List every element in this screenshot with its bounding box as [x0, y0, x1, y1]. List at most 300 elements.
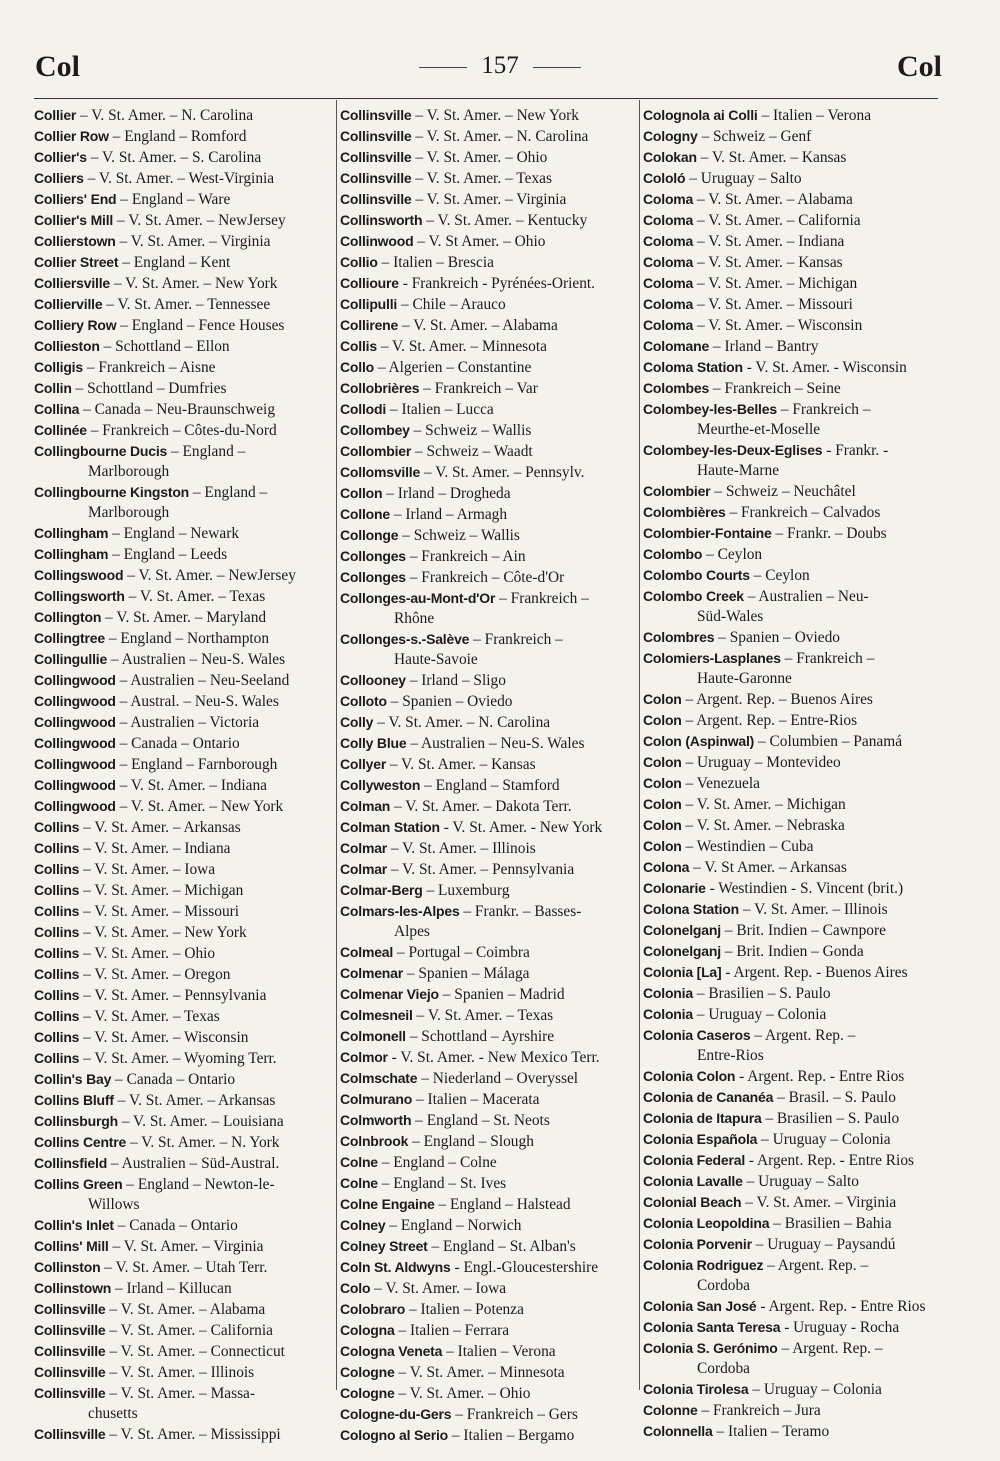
entry-location: – V. St. Amer. – Pennsylvania [387, 861, 575, 878]
entry-location: – Frankreich – [776, 401, 871, 418]
entry-place-name: Coloma [643, 275, 694, 291]
entry-place-name: Collomsville [340, 464, 421, 480]
entry-place-name: Colmonell [340, 1028, 406, 1044]
gazetteer-entry [643, 440, 939, 481]
entry-location: – England – Colne [377, 1154, 497, 1171]
entry-place-name: Colombières [643, 504, 726, 520]
entry-location: – V. St. Amer. – NewJersey [113, 212, 286, 229]
entry-location: – Frankr. – Basses- [459, 903, 582, 920]
entry-location: – England – Northampton [104, 630, 270, 647]
gazetteer-entry [643, 1421, 939, 1442]
gazetteer-entry [340, 670, 636, 691]
entry-location: – Frankreich – Calvados [725, 504, 881, 521]
entry-place-name: Colne Engaine [340, 1196, 435, 1212]
entry-location: – Canada – Neu-Braunschweig [79, 401, 276, 418]
entry-location: – V. St Amer. – Arkansas [689, 859, 847, 876]
gazetteer-entry [340, 1089, 636, 1110]
gazetteer-entry [340, 942, 636, 963]
entry-location: – Canada – Ontario [113, 1217, 238, 1234]
gazetteer-entry [643, 878, 939, 899]
entry-place-name: Colon [643, 838, 682, 854]
entry-place-name: Coloma [643, 296, 694, 312]
gazetteer-entry [34, 1362, 330, 1383]
gazetteer-entry [340, 817, 636, 838]
entry-location: – Brit. Indien – Gonda [720, 943, 864, 960]
entry-place-name: Collingwood [34, 672, 116, 688]
gazetteer-entry [643, 399, 939, 440]
entry-location: – Brasilien – Bahia [769, 1215, 892, 1232]
entry-location: – Italien – Lucca [386, 401, 494, 418]
entry-place-name: Colonia [La] [643, 964, 722, 980]
entry-location: – V. St. Amer. – Mississippi [105, 1426, 281, 1443]
entry-location: – Italien – Ferrara [394, 1322, 510, 1339]
entry-location: – Argent. Rep. – Entre-Rios [681, 712, 858, 729]
gazetteer-entry [643, 336, 939, 357]
gazetteer-entry [340, 1131, 636, 1152]
entry-continuation: Haute-Savoie [394, 651, 478, 668]
gazetteer-entry [34, 105, 330, 126]
entry-place-name: Collirene [340, 317, 399, 333]
entry-location: – England – St. Neots [411, 1112, 550, 1129]
entry-place-name: Collingsworth [34, 588, 125, 604]
entry-location: – Australien – Neu-Seeland [115, 672, 290, 689]
gazetteer-entry [340, 231, 636, 252]
entry-place-name: Colona [643, 859, 690, 875]
gazetteer-entry [34, 1111, 330, 1132]
entry-place-name: Collinée [34, 422, 87, 438]
entry-location: – V. St. Amer. – Texas [412, 1007, 554, 1024]
gazetteer-entry [643, 1379, 939, 1400]
entry-place-name: Collieston [34, 338, 100, 354]
gazetteer-entry [340, 1215, 636, 1236]
gazetteer-entry [340, 546, 636, 567]
gazetteer-entry [340, 712, 636, 733]
entry-continuation: Marlborough [88, 463, 170, 480]
entry-place-name: Collin's Bay [34, 1071, 112, 1087]
gazetteer-entry [34, 901, 330, 922]
gazetteer-entry [643, 752, 939, 773]
gazetteer-entry [34, 1320, 330, 1341]
entry-place-name: Colombier-Fontaine [643, 525, 772, 541]
gazetteer-entry [340, 168, 636, 189]
entry-place-name: Collingham [34, 525, 109, 541]
entry-place-name: Colonia San José [643, 1298, 757, 1314]
entry-location: – V. St. Amer. – Alabama [693, 191, 853, 208]
entry-continuation: Entre-Rios [697, 1047, 764, 1064]
entry-location: – V. St. Amer. – New York [110, 275, 278, 292]
entry-place-name: Colmurano [340, 1091, 413, 1107]
gazetteer-entry [643, 773, 939, 794]
gazetteer-entry [340, 1110, 636, 1131]
entry-location: – Irland – Bantry [709, 338, 819, 355]
entry-location: – V. St. Amer. – Wisconsin [693, 317, 863, 334]
entry-location: – Frankreich – Seine [709, 380, 841, 397]
gazetteer-entry [643, 794, 939, 815]
entry-place-name: Colonia Santa Teresa [643, 1319, 781, 1335]
entry-place-name: Collins [34, 966, 80, 982]
entry-place-name: Collins [34, 1008, 80, 1024]
entry-location: – Ceylon [702, 546, 763, 563]
entry-place-name: Collone [340, 506, 390, 522]
entry-location: – V. St. Amer. – N. Carolina [76, 107, 254, 124]
entry-place-name: Cologna [340, 1322, 395, 1338]
entry-location: – Spanien – Oviedo [386, 693, 513, 710]
gazetteer-entry [643, 920, 939, 941]
gazetteer-entry [643, 315, 939, 336]
gazetteer-entry [643, 1234, 939, 1255]
entry-location: – Irland – Drogheda [382, 485, 511, 502]
entry-location: – V. St Amer. – Ohio [413, 233, 546, 250]
entry-continuation: Alpes [394, 923, 430, 940]
entry-place-name: Collins [34, 903, 80, 919]
entry-place-name: Collinsville [340, 128, 412, 144]
gazetteer-entry [340, 754, 636, 775]
entry-location: – V. St. Amer. – Ohio [394, 1385, 531, 1402]
entry-place-name: Colly Blue [340, 735, 407, 751]
gazetteer-entry [34, 922, 330, 943]
entry-location: – Spanien – Málaga [402, 965, 530, 982]
entry-location: – V. St. Amer. – Kentucky [422, 212, 588, 229]
entry-place-name: Colloto [340, 693, 387, 709]
entry-location: – Canada – Ontario [111, 1071, 236, 1088]
entry-continuation: Cordoba [697, 1277, 751, 1294]
gazetteer-entry [643, 1171, 939, 1192]
entry-place-name: Colmor [340, 1049, 388, 1065]
gazetteer-entry [34, 126, 330, 147]
entry-location: – V. St. Amer. – Wisconsin [79, 1029, 249, 1046]
gazetteer-entry [643, 1129, 939, 1150]
entry-location: - Engl.-Gloucestershire [450, 1259, 599, 1276]
gazetteer-entry [340, 420, 636, 441]
entry-place-name: Collonge [340, 527, 399, 543]
entry-place-name: Colonia Rodriguez [643, 1257, 764, 1273]
entry-place-name: Colo [340, 1280, 371, 1296]
gazetteer-entry [340, 1278, 636, 1299]
entry-location: – Frankreich – Ain [405, 548, 526, 565]
gazetteer-entry [34, 357, 330, 378]
column-3 [643, 105, 939, 1442]
entry-location: – Uruguay – Paysandú [751, 1236, 896, 1253]
entry-continuation: Meurthe-et-Moselle [697, 421, 821, 438]
entry-place-name: Colman [340, 798, 391, 814]
gazetteer-entry [340, 1047, 636, 1068]
gazetteer-entry [34, 1341, 330, 1362]
entry-place-name: Colliers [34, 170, 84, 186]
entry-place-name: Colonia [643, 1006, 693, 1022]
entry-place-name: Coloma [643, 212, 694, 228]
gazetteer-entry [643, 1087, 939, 1108]
entry-place-name: Collins [34, 882, 80, 898]
entry-place-name: Collins [34, 987, 80, 1003]
gazetteer-entry [34, 1132, 330, 1153]
gazetteer-entry [643, 210, 939, 231]
entry-location: – V. St. Amer. – Wyoming Terr. [79, 1050, 277, 1067]
entry-location: – England – Kent [118, 254, 231, 271]
gazetteer-entry [340, 1005, 636, 1026]
gazetteer-entry [34, 1383, 330, 1424]
entry-location: – Italien – Brescia [377, 254, 494, 271]
entry-location: – Frankreich – [780, 650, 875, 667]
header-rule [34, 98, 938, 99]
entry-location: – Westindien – Cuba [681, 838, 814, 855]
entry-continuation: Rhône [394, 610, 435, 627]
entry-location: – V. St. Amer. – Iowa [370, 1280, 507, 1297]
entry-location: – V. St. Amer. – Ohio [79, 945, 216, 962]
gazetteer-entry [643, 502, 939, 523]
gazetteer-entry [340, 859, 636, 880]
entry-location: – V. St. Amer. – Illinois [105, 1364, 255, 1381]
entry-location: - Argent. Rep. - Entre Rios [745, 1152, 915, 1169]
gazetteer-entry [34, 628, 330, 649]
entry-location: – Niederland – Overyssel [417, 1070, 579, 1087]
entry-place-name: Collins [34, 1050, 80, 1066]
gazetteer-entry [34, 420, 330, 441]
gazetteer-entry [340, 1299, 636, 1320]
entry-location: – Chile – Arauco [397, 296, 506, 313]
entry-place-name: Colonia Colon [643, 1068, 736, 1084]
entry-place-name: Collonges [340, 548, 406, 564]
gazetteer-entry [643, 899, 939, 920]
entry-place-name: Collingwood [34, 735, 116, 751]
entry-location: – England – St. Alban's [427, 1238, 576, 1255]
gazetteer-entry [34, 252, 330, 273]
entry-location: – Schottland – Ayrshire [405, 1028, 555, 1045]
entry-place-name: Collinstown [34, 1280, 112, 1296]
entry-location: – Uruguay – Montevideo [681, 754, 841, 771]
gazetteer-entry [34, 1278, 330, 1299]
entry-location: – V. St. Amer. – N. Carolina [411, 128, 589, 145]
entry-location: – V. St. Amer. – Indiana [693, 233, 845, 250]
entry-place-name: Collodi [340, 401, 387, 417]
entry-location: – Frankreich – Jura [697, 1402, 821, 1419]
gazetteer-entry [643, 1108, 939, 1129]
entry-place-name: Collins [34, 840, 80, 856]
running-head-left: Col [35, 50, 80, 83]
entry-place-name: Colomiers-Lasplanes [643, 650, 781, 666]
entry-location: – Portugal – Coimbra [393, 944, 530, 961]
gazetteer-entry [340, 399, 636, 420]
entry-location: – Frankreich – Côtes-du-Nord [86, 422, 277, 439]
entry-location: – England – Ware [116, 191, 231, 208]
entry-place-name: Collingullie [34, 651, 108, 667]
entry-place-name: Collingtree [34, 630, 105, 646]
entry-location: – Argent. Rep. – [763, 1257, 869, 1274]
entry-place-name: Colombo Courts [643, 567, 750, 583]
gazetteer-entry [34, 210, 330, 231]
entry-location: – Spanien – Madrid [438, 986, 565, 1003]
entry-location: – Argent. Rep. – Buenos Aires [681, 691, 873, 708]
entry-location: – V. St. Amer. – New York [79, 924, 247, 941]
gazetteer-entry [340, 1068, 636, 1089]
entry-place-name: Colly [340, 714, 374, 730]
gazetteer-entry [340, 441, 636, 462]
entry-location: – V. St. Amer. – Indiana [79, 840, 231, 857]
entry-location: – Brasil. – S. Paulo [773, 1089, 896, 1106]
entry-place-name: Collinsville [34, 1301, 106, 1317]
gazetteer-entry [643, 836, 939, 857]
entry-place-name: Collingwood [34, 777, 116, 793]
entry-location: – Australien – Neu-S. Wales [406, 735, 585, 752]
entry-location: – England – Newark [108, 525, 240, 542]
entry-place-name: Colombes [643, 380, 710, 396]
gazetteer-entry [643, 1192, 939, 1213]
entry-place-name: Colmar-Berg [340, 882, 423, 898]
gazetteer-entry [643, 147, 939, 168]
entry-location: – Schweiz – Neuchâtel [710, 483, 856, 500]
entry-location: – England – [167, 443, 246, 460]
gazetteer-entry [643, 357, 939, 378]
entry-place-name: Colney Street [340, 1238, 428, 1254]
entry-location: – England – Newton-le- [122, 1176, 275, 1193]
entry-location: – Uruguay – Colonia [692, 1006, 827, 1023]
entry-location: – V. St. Amer. – Maryland [101, 609, 267, 626]
gazetteer-entry [643, 126, 939, 147]
entry-place-name: Colmenar Viejo [340, 986, 439, 1002]
entry-place-name: Collins Green [34, 1176, 123, 1192]
gazetteer-entry [34, 189, 330, 210]
gazetteer-entry [34, 838, 330, 859]
gazetteer-entry [34, 796, 330, 817]
gazetteer-entry [643, 252, 939, 273]
gazetteer-entry [34, 649, 330, 670]
entry-location: - Argent. Rep. - Entre Rios [756, 1298, 926, 1315]
entry-place-name: Colmar [340, 840, 388, 856]
entry-location: – Brasilien – S. Paulo [692, 985, 831, 1002]
entry-place-name: Coln St. Aldwyns [340, 1259, 451, 1275]
entry-place-name: Colognola ai Colli [643, 107, 758, 123]
gazetteer-entry [340, 252, 636, 273]
gazetteer-entry [34, 586, 330, 607]
gazetteer-entry [643, 481, 939, 502]
gazetteer-entry [34, 880, 330, 901]
gazetteer-entry [340, 504, 636, 525]
entry-place-name: Colombey-les-Belles [643, 401, 777, 417]
gazetteer-entry [643, 1213, 939, 1234]
entry-place-name: Collins' Mill [34, 1238, 109, 1254]
gazetteer-entry [643, 1400, 939, 1421]
entry-place-name: Colombo [643, 546, 703, 562]
entry-location: – V. St. Amer. – Pennsylv. [420, 464, 585, 481]
entry-place-name: Collonges-au-Mont-d'Or [340, 590, 496, 606]
entry-continuation: Willows [88, 1196, 140, 1213]
entry-location: – Venezuela [681, 775, 760, 792]
gazetteer-entry [34, 294, 330, 315]
entry-location: - Frankr. - [822, 442, 889, 459]
entry-place-name: Collingham [34, 546, 109, 562]
entry-place-name: Collins [34, 861, 80, 877]
entry-place-name: Collingswood [34, 567, 124, 583]
entry-place-name: Cololó [643, 170, 686, 186]
entry-location: – V. St. Amer. – Pennsylvania [79, 987, 267, 1004]
entry-location: – V. St. Amer. – Nebraska [681, 817, 845, 834]
entry-location: – England – [189, 484, 268, 501]
entry-location: – V. St. Amer. – Arkansas [113, 1092, 276, 1109]
entry-location: – Uruguay – Salto [685, 170, 802, 187]
entry-place-name: Colombo Creek [643, 588, 744, 604]
entry-location: – England – Slough [408, 1133, 534, 1150]
gazetteer-entry [643, 189, 939, 210]
entry-location: – England – Fence Houses [116, 317, 285, 334]
entry-place-name: Coloma Station [643, 359, 743, 375]
entry-location: – England – Romford [108, 128, 247, 145]
gazetteer-entry [340, 880, 636, 901]
entry-location: – Uruguay – Colonia [748, 1381, 882, 1398]
entry-place-name: Colombier [643, 483, 711, 499]
entry-place-name: Collier's [34, 149, 87, 165]
entry-place-name: Colonia Porvenir [643, 1236, 752, 1252]
entry-place-name: Colobraro [340, 1301, 406, 1317]
gazetteer-entry [34, 1069, 330, 1090]
entry-location: – V. St. Amer. – Virginia [411, 191, 567, 208]
entry-location: – V. St. Amer. – California [693, 212, 861, 229]
entry-place-name: Cologne [340, 1364, 395, 1380]
entry-place-name: Colney [340, 1217, 386, 1233]
entry-location: – V. St. Amer. – Kansas [386, 756, 536, 773]
entry-location: – Argent. Rep. – [777, 1340, 883, 1357]
gazetteer-entry [643, 586, 939, 627]
entry-location: – England – St. Ives [377, 1175, 507, 1192]
gazetteer-entry [340, 462, 636, 483]
entry-place-name: Collinsville [340, 170, 412, 186]
entry-location: – V. St. Amer. – Illinois [387, 840, 536, 857]
gazetteer-entry [34, 670, 330, 691]
entry-location: – Schottland – Dumfries [71, 380, 227, 397]
entry-place-name: Colonia Leopoldina [643, 1215, 770, 1231]
entry-location: – V. St. Amer. – Minnesota [376, 338, 547, 355]
entry-continuation: Süd-Wales [697, 608, 764, 625]
page-number [0, 52, 1000, 80]
entry-place-name: Collins [34, 1029, 80, 1045]
entry-location: - V. St. Amer. - New Mexico Terr. [387, 1049, 600, 1066]
entry-location: – Frankreich – Var [419, 380, 538, 397]
entry-location: – V. St. Amer. – Michigan [79, 882, 244, 899]
entry-location: – Algerien – Constantine [374, 359, 532, 376]
entry-place-name: Collinston [34, 1259, 101, 1275]
entry-location: - Frankreich - Pyrénées-Orient. [398, 275, 596, 292]
entry-location: – Schweiz – Waadt [411, 443, 533, 460]
entry-location: – Uruguay – Salto [742, 1173, 859, 1190]
gazetteer-entry [34, 1027, 330, 1048]
entry-location: – V. St. Amer. – Utah Terr. [100, 1259, 268, 1276]
gazetteer-entry [643, 1255, 939, 1296]
entry-place-name: Collierstown [34, 233, 116, 249]
gazetteer-entry [643, 273, 939, 294]
entry-place-name: Collierville [34, 296, 103, 312]
gazetteer-entry [643, 1338, 939, 1379]
entry-place-name: Colonelganj [643, 943, 721, 959]
gazetteer-entry [340, 105, 636, 126]
entry-location: – Italien – Bergamo [448, 1427, 575, 1444]
gazetteer-entry [34, 775, 330, 796]
gazetteer-entry [643, 1150, 939, 1171]
gazetteer-entry [34, 607, 330, 628]
gazetteer-entry [643, 627, 939, 648]
entry-location: – England – Farnborough [115, 756, 278, 773]
gazetteer-entry [34, 1299, 330, 1320]
entry-place-name: Collinsfield [34, 1155, 108, 1171]
entry-place-name: Colon [643, 796, 682, 812]
gazetteer-entry [340, 378, 636, 399]
entry-location: – V. St. Amer. – NewJersey [123, 567, 296, 584]
entry-location: – V. St. Amer. – N. Carolina [373, 714, 551, 731]
gazetteer-entry [340, 1152, 636, 1173]
entry-place-name: Colne [340, 1154, 378, 1170]
gazetteer-entry [340, 984, 636, 1005]
entry-place-name: Colombres [643, 629, 715, 645]
entry-location: – Irland – Sligo [405, 672, 506, 689]
entry-location: – V. St. Amer. – Illinois [738, 901, 888, 918]
entry-location: – Italien – Verona [757, 107, 872, 124]
